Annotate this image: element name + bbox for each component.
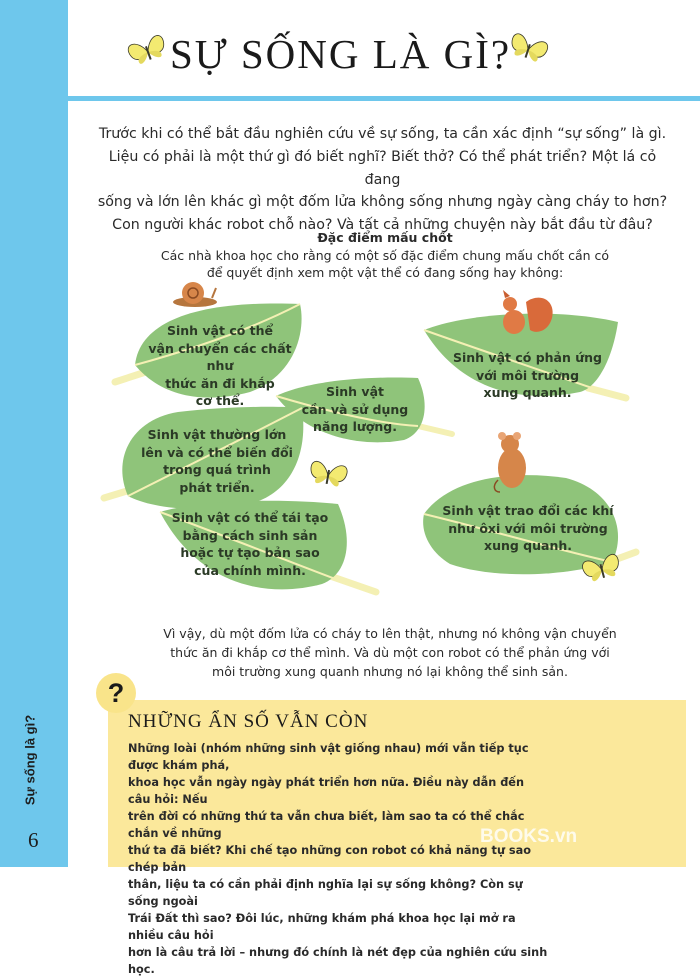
page-number: 6 [28, 828, 39, 852]
butterfly-icon [127, 34, 169, 67]
leaf-text-respond: Sinh vật có phản ứng với môi trường xung quanh. [453, 350, 602, 400]
mystery-box-text: Những loài (nhóm những sinh vật giống nhau) mới vẫn tiếp tục được khám phá, khoa học vẫn ngày ngày phát triển hơn nữa. Điều này dẫn đến câu hỏi: Nếu trên đời có những thứ ta vẫn chưa biết, làm sao ta có thể chắc chắn về những thứ ta đã biết? Khi chế tạo những con robot có khả năng tự sao chép bản thân, liệu ta có cần phải định nghĩa lại sự sống không? Còn sự sống ngoài Trái Đất thì sao? Đôi lúc, những khám phá khoa học lại mở ra nhiều câu hỏi hơn là câu trả lời – nhưng đó chính là nét đẹp của nghiên cứu sinh học. [128, 742, 548, 976]
page-title: SỰ SỐNG LÀ GÌ? [170, 31, 512, 77]
leaf-text-energy: Sinh vật cần và sử dụng năng lượng. [301, 384, 409, 434]
leaf-text-transport: Sinh vật có thể vận chuyển các chất như thức ăn đi khắp cơ thể. [148, 323, 292, 408]
butterfly-icon [508, 32, 549, 64]
key-features-heading: Đặc điểm mấu chốt [317, 230, 453, 245]
leaf-text-grow: Sinh vật thường lớn lên và có thể biến đổi trong quá trình phát triển. [141, 427, 293, 495]
butterfly-icon [309, 460, 349, 487]
conclusion-paragraph: Vì vậy, dù một đốm lửa có cháy to lên thật, nhưng nó không vận chuyển thức ăn đi khắp cơ thể mình. Và dù một con robot có thể phản ứng với môi trường xung quanh nhưng nó lại không thể sinh sản. [163, 626, 617, 679]
snail-icon [173, 282, 217, 307]
intro-paragraph: Trước khi có thể bắt đầu nghiên cứu về sự sống, ta cần xác định “sự sống” là gì. Liệu có phải là một thứ gì đó biết nghĩ? Biết thở? Có thể phát triển? Một lá cỏ đang sống và lớn lên khác gì một đốm lửa không sống nhưng ngày càng cháy to hơn? Con người khác robot chỗ nào? Và tất cả những chuyện này bắt đầu từ đâu? [97, 126, 668, 234]
key-features-description: Các nhà khoa học cho rằng có một số đặc điểm chung mấu chốt cần có để quyết định xem một vật thể có đang sống hay không: [160, 248, 610, 280]
leaf-text-reproduce: Sinh vật có thể tái tạo bằng cách sinh sản hoặc tự tạo bản sao của chính mình. [171, 510, 329, 578]
leaf-text-gas-exchange: Sinh vật trao đổi các khí như ôxi với môi trường xung quanh. [442, 503, 614, 553]
question-mark-icon: ? [96, 673, 136, 713]
sidebar-chapter-label: Sự sống là gì? [22, 714, 38, 806]
watermark: BOOKS.vn [480, 826, 578, 847]
mystery-box-title: NHỮNG ẨN SỐ VẪN CÒN [128, 711, 369, 732]
